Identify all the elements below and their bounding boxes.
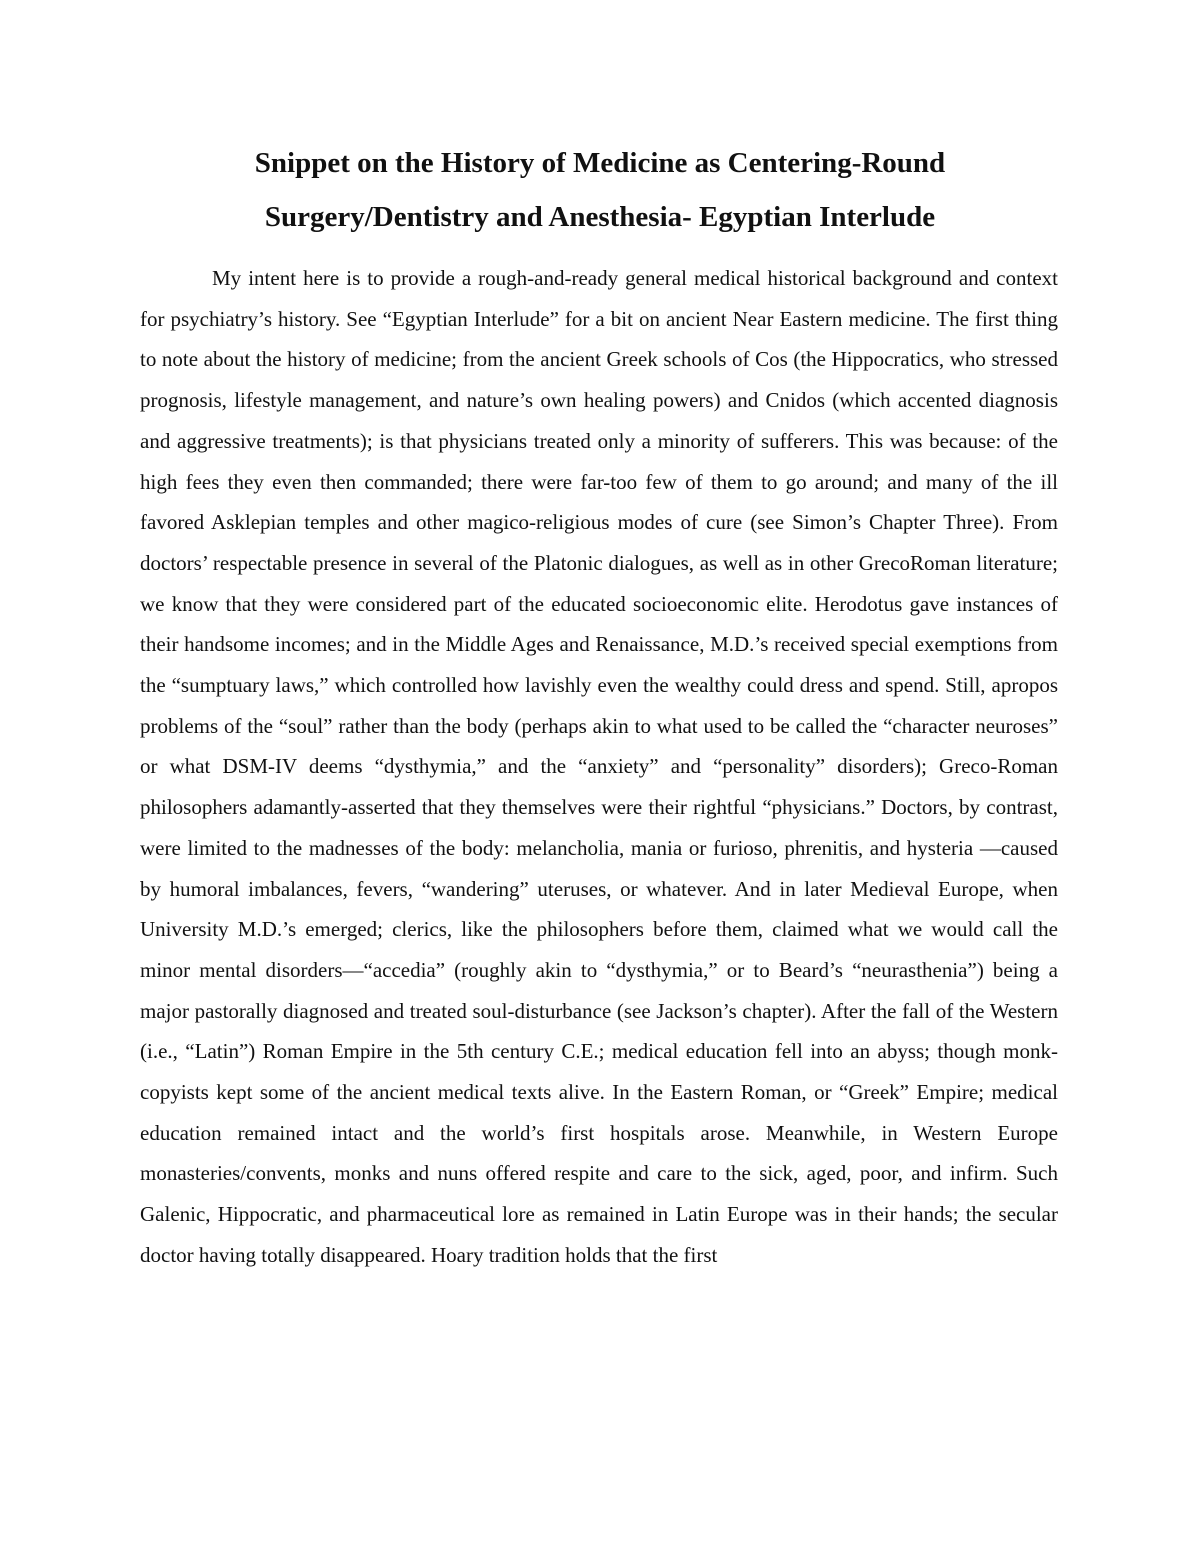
title-line-1: Snippet on the History of Medicine as Centering-Round: [254, 147, 946, 179]
title-line-2: Surgery/Dentistry and Anesthesia- Egyptian Interlude: [264, 201, 936, 233]
page-title: [140, 136, 1060, 244]
body-paragraph: My intent here is to provide a rough-and-ready general medical historical background and context for psychiatry’s history. See “Egyptian Interlude” for a bit on ancient Near Eastern medicine. The first thing to note about the history of medicine; from the ancient Greek schools of Cos (the Hippocratics, who stressed prognosis, lifestyle management, and nature’s own healing powers) and Cnidos (which accented diagnosis and aggressive treatments); is that physicians treated only a minority of sufferers. This was because: of the high fees they even then commanded; there were far-too few of them to go around; and many of the ill favored Asklepian temples and other magico-religious modes of cure (see Simon’s Chapter Three). From doctors’ respectable presence in several of the Platonic dialogues, as well as in other GrecoRoman literature; we know that they were considered part of the educated socioeconomic elite. Herodotus gave instances of their handsome incomes; and in the Middle Ages and Renaissance, M.D.’s received special exemptions from the “sumptuary laws,” which controlled how lavishly even the wealthy could dress and spend. Still, apropos problems of the “soul” rather than the body (perhaps akin to what used to be called the “character neuroses” or what DSM-IV deems “dysthymia,” and the “anxiety” and “personality” disorders); Greco-Roman philosophers adamantly-asserted that they themselves were their rightful “physicians.” Doctors, by contrast, were limited to the madnesses of the body: melancholia, mania or furioso, phrenitis, and hysteria —caused by humoral imbalances, fevers, “wandering” uteruses, or whatever. And in later Medieval Europe, when University M.D.’s emerged; clerics, like the philosophers before them, claimed what we would call the minor mental disorders—“accedia” (roughly akin to “dysthymia,” or to Beard’s “neurasthenia”) being a major pastorally diagnosed and treated soul-disturbance (see Jackson’s chapter). After the fall of the Western (i.e., “Latin”) Roman Empire in the 5th century C.E.; medical education fell into an abyss; though monk-copyists kept some of the ancient medical texts alive. In the Eastern Roman, or “Greek” Empire; medical education remained intact and the world’s first hospitals arose. Meanwhile, in Western Europe monasteries/convents, monks and nuns offered respite and care to the sick, aged, poor, and infirm. Such Galenic, Hippocratic, and pharmaceutical lore as remained in Latin Europe was in their hands; the secular doctor having totally disappeared. Hoary tradition holds that the first: [140, 266, 1058, 1267]
